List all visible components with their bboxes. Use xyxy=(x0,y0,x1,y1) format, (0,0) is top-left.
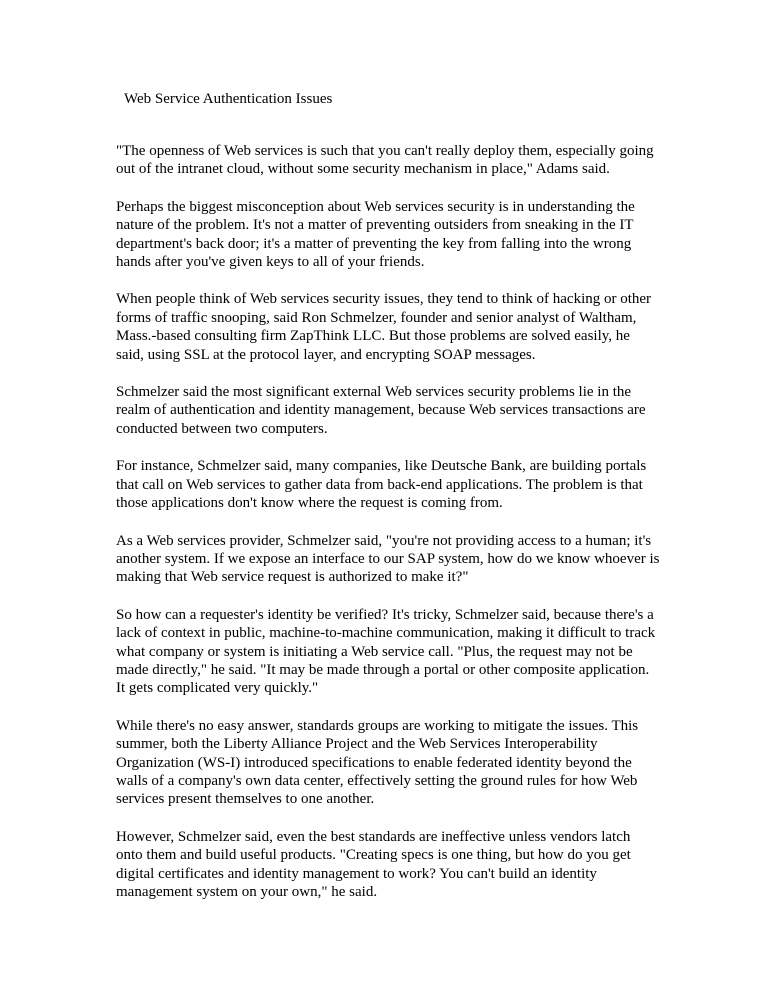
paragraph-4: Schmelzer said the most significant external Web services security problems lie in the realm of authentication and identity management, because Web services transactions are conducted between two computers. xyxy=(116,384,646,437)
paragraph-9: However, Schmelzer said, even the best standards are ineffective unless vendors latch onto them and build useful products. "Creating specs is one thing, but how do you get digital certificates and identity management to work? You can't build an identity management system on your own," he said. xyxy=(116,828,631,900)
paragraph-2: Perhaps the biggest misconception about Web services security is in understanding the nature of the problem. It's not a matter of preventing outsiders from sneaking in the IT department's back door; it's a matter of preventing the key from falling into the wrong hands after you've given keys to all of your friends. xyxy=(116,198,635,271)
paragraph-6: As a Web services provider, Schmelzer said, "you're not providing access to a human; it's another system. If we expose an interface to our SAP system, how do we know whoever is making that Web service request is authorized to make it?" xyxy=(116,532,660,586)
paragraph-3: When people think of Web services security issues, they tend to think of hacking or other forms of traffic snooping, said Ron Schmelzer, founder and senior analyst of Waltham, Mass.-based consulting firm ZapThink LLC. But those problems are solved easily, he said, using SSL at the protocol layer, and encrypting SOAP messages. xyxy=(116,291,652,363)
paragraph-1: "The openness of Web services is such that you can't really deploy them, especially going out of the intranet cloud, without some security mechanism in place," Adams said. xyxy=(116,143,654,178)
document-body xyxy=(116,142,660,920)
document-title: Web Service Authentication Issues xyxy=(124,91,333,107)
paragraph-8: While there's no easy answer, standards groups are working to mitigate the issues. This summer, both the Liberty Alliance Project and the Web Services Interoperability Organization (WS-I) introduced specifications to enable federated identity beyond the walls of a company's own data center, effectively setting the ground rules for how Web services present themselves to one another. xyxy=(116,717,639,808)
paragraph-5: For instance, Schmelzer said, many companies, like Deutsche Bank, are building portals that call on Web services to gather data from back-end applications. The problem is that those applications don't know where the request is coming from. xyxy=(116,458,647,512)
paragraph-7: So how can a requester's identity be verified? It's tricky, Schmelzer said, because there's a lack of context in public, machine-to-machine communication, making it difficult to track what company or system is initiating a Web service call. "Plus, the request may not be made directly," he said. "It may be made through a portal or other composite application. It gets complicated very quickly." xyxy=(116,606,656,697)
